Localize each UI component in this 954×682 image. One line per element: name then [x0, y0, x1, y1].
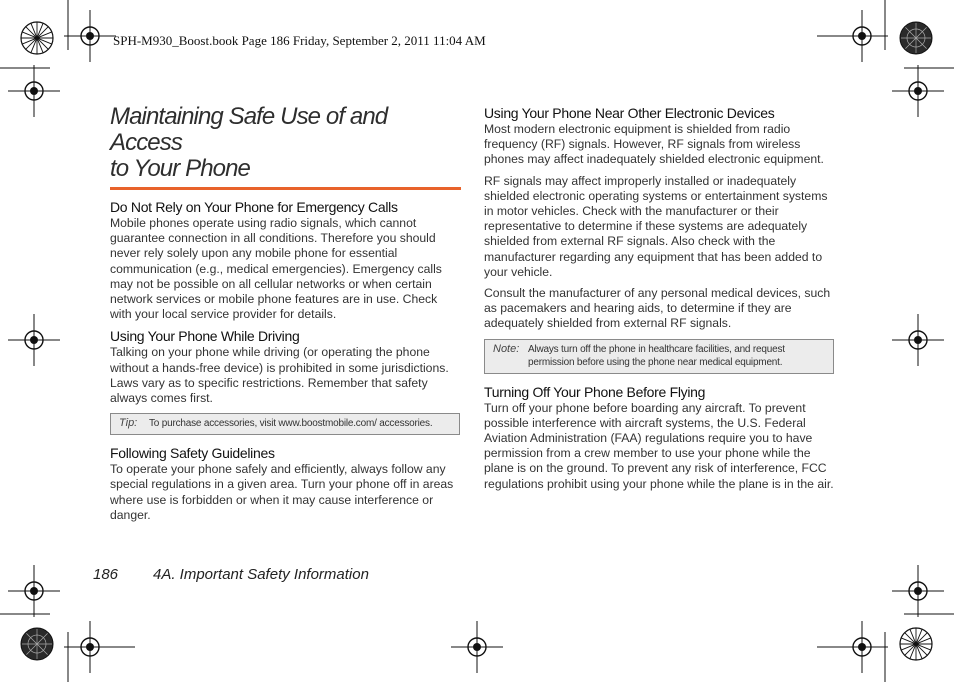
- section-body: Consult the manufacturer of any personal medical devices, such as pacemakers and hearing aids, to determine if they are adequately shielded from external RF signals.: [484, 286, 831, 331]
- section-body: Mobile phones operate using radio signals, which cannot guarantee connection in all conditions. Therefore you should never rely solely upon any mobile phone for essential communication (e.g., medical emergencies). Emergency calls may not be possible on all cellular networks or when certain network services or mobile phone features are in use. Check with your local service provider for details.: [110, 216, 442, 322]
- print-header: SPH-M930_Boost.book Page 186 Friday, September 2, 2011 11:04 AM: [113, 33, 486, 48]
- page-footer: [93, 566, 369, 583]
- tip-text: To purchase accessories, visit www.boostmobile.com/ accessories.: [149, 418, 433, 430]
- note-callout: [484, 339, 834, 374]
- section-heading: Following Safety Guidelines: [110, 445, 275, 462]
- section-body: RF signals may affect improperly installed or inadequately shielded electronic operating systems or entertainment systems in motor vehicles. Check with the manufacturer or their representative to determine if these systems are adequately shielded from external RF signals. Also check with the manufacturer regarding any equipment that has been added to your vehicle.: [484, 173, 828, 279]
- section-body: To operate your phone safely and efficiently, always follow any special regulations in a given area. Turn your phone off in areas where use is forbidden or when it may cause interference or danger.: [110, 462, 454, 522]
- tip-label: Tip:: [119, 417, 138, 430]
- section-driving: [110, 328, 460, 406]
- tip-callout: [110, 413, 460, 435]
- section-electronic-devices: [484, 105, 834, 332]
- note-label: Note:: [493, 342, 520, 355]
- section-heading: Using Your Phone While Driving: [110, 328, 300, 345]
- section-emergency-calls: [110, 199, 460, 322]
- right-column: [484, 105, 834, 498]
- section-heading: Turning Off Your Phone Before Flying: [484, 383, 706, 400]
- page-number: 186: [93, 566, 119, 583]
- page-title-line-2: to Your Phone: [110, 155, 250, 182]
- section-body: Most modern electronic equipment is shielded from radio frequency (RF) signals. However, RF signals from wireless phones may affect inadequately shielded electronic equipment.: [484, 122, 824, 167]
- section-safety-guidelines: [110, 445, 460, 523]
- title-divider: [110, 187, 461, 190]
- page-title: [110, 104, 460, 182]
- page-title-line-1: Maintaining Safe Use of and Access: [110, 103, 388, 156]
- left-column: [110, 104, 460, 529]
- section-heading: Using Your Phone Near Other Electronic Devices: [484, 105, 775, 121]
- section-heading: Do Not Rely on Your Phone for Emergency Calls: [110, 199, 398, 215]
- note-text: Always turn off the phone in healthcare facilities, and request permission before using the phone near medical equipment.: [528, 343, 785, 368]
- section-body: Talking on your phone while driving (or operating the phone without a hands-free device) is prohibited in some jurisdictions. Laws vary as to specific restrictions. Remember that safety always comes first.: [110, 345, 449, 406]
- section-flying: [484, 384, 834, 492]
- section-body: Turn off your phone before boarding any aircraft. To prevent possible interference with aircraft systems, the U.S. Federal Aviation Administration (FAA) regulations require you to have permission from a crew member to use your phone while the plane is on the ground. To prevent any risk of interference, FCC regulations prohibit using your phone while the plane is in the air.: [484, 400, 834, 491]
- footer-section-title: 4A. Important Safety Information: [153, 566, 369, 583]
